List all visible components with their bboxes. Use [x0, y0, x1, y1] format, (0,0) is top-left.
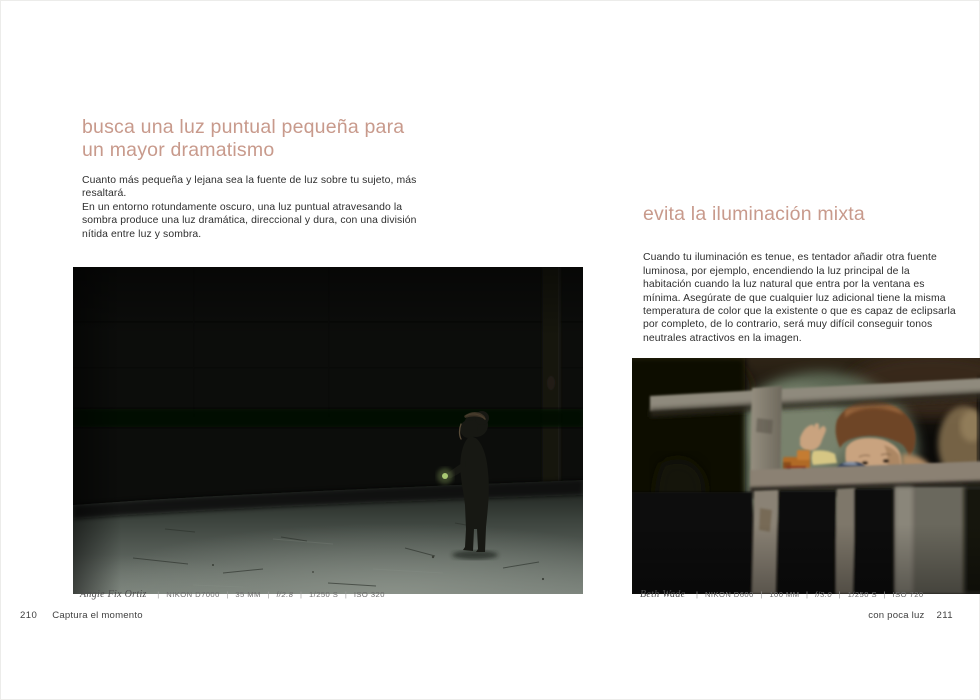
credit-divider: | [226, 590, 229, 599]
iso-value: ISO 720 [892, 590, 924, 599]
aperture-value: f/3.0 [815, 590, 833, 599]
shutter-speed: 1/250 S [847, 590, 877, 599]
photographer-name: Beth Wade [640, 589, 686, 600]
camera-model: NIKON D7000 [166, 590, 220, 599]
left-body-line: Cuanto más pequeña y lejana sea la fuente de luz sobre tu sujeto, más resaltará. [82, 175, 417, 200]
camera-model: NIKON D600 [704, 590, 754, 599]
credit-divider: | [883, 590, 886, 599]
photographer-name: Angie Fix Ortiz [80, 589, 147, 600]
credit-divider: | [695, 590, 699, 599]
credit-divider: | [806, 590, 809, 599]
left-page-heading: busca una luz puntual pequeña para un mayor dramatismo [82, 116, 405, 161]
book-title: Captura el momento [52, 610, 143, 621]
right-page-footer [868, 610, 953, 621]
shutter-speed: 1/250 S [308, 590, 339, 599]
left-page-body [82, 174, 434, 241]
page-number: 211 [936, 610, 953, 621]
left-body-line: En un entorno rotundamente oscuro, una luz puntual atravesando la sombra produce una luz dramática, direccional y dura, con una división nítida entre luz y sombra. [82, 201, 417, 240]
right-page-body: Cuando tu iluminación es tenue, es tentador añadir otra fuente luminosa, por ejemplo, encendiendo la luz principal de la habitación cuando la luz natural que entra por la ventana es mínima. Asegúrate de que cualquier luz adicional tiene la misma temperatura de color que la existente o que es capaz de eclipsarla por completo, de lo contrario, será muy difícil conseguir tonos neutrales atractivos en la imagen. [643, 252, 956, 344]
credit-divider: | [157, 590, 160, 599]
credit-divider: | [760, 590, 763, 599]
focal-length: 100 MM [769, 590, 800, 599]
credit-divider: | [344, 590, 348, 599]
right-page-heading: evita la iluminación mixta [643, 203, 865, 225]
left-photo [73, 267, 583, 594]
page-number: 210 [20, 610, 38, 621]
aperture-value: f/2.8 [276, 590, 294, 599]
focal-length: 35 MM [235, 590, 261, 599]
left-page-footer [20, 610, 143, 621]
credit-divider: | [299, 590, 303, 599]
right-photo [632, 358, 980, 594]
credit-divider: | [838, 590, 842, 599]
iso-value: ISO 320 [353, 590, 385, 599]
credit-divider: | [267, 590, 270, 599]
section-title: con poca luz [868, 610, 925, 621]
right-photo-credit [640, 589, 924, 603]
left-photo-credit [80, 589, 385, 603]
